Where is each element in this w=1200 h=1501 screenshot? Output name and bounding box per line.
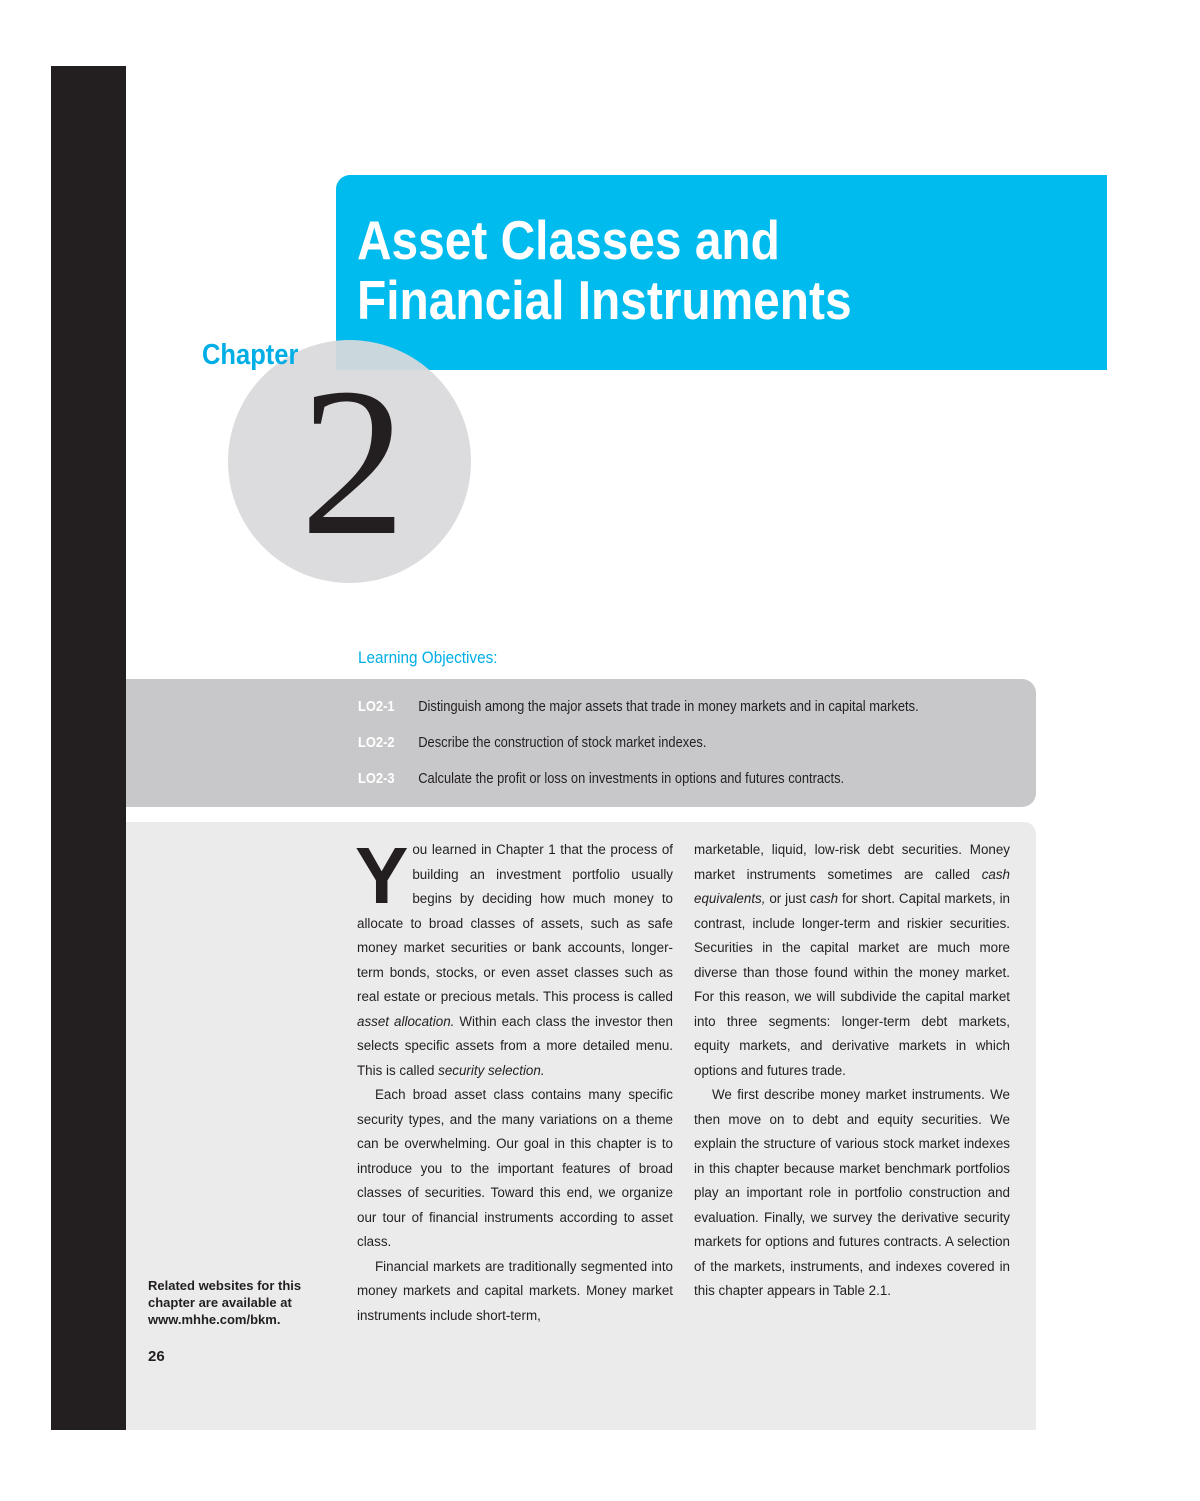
learning-objective-item xyxy=(358,734,706,751)
paragraph-3-continued: marketable, liquid, low-risk debt securities. Money market instruments sometimes are called cash equivalents, or just cash for short. Capital markets, in contrast, include longer-term and riskier securities. Securities in the capital market are much more diverse than those found within the money market. For this reason, we will subdivide the capital market into three segments: longer-term debt markets, equity markets, and derivative markets in which options and futures trade. xyxy=(694,842,1010,1078)
chapter-title-line-2: Financial Instruments xyxy=(357,269,852,331)
learning-objectives-heading: Learning Objectives: xyxy=(358,648,498,667)
chapter-title-line-1: Asset Classes and xyxy=(357,209,780,271)
learning-objective-item xyxy=(358,698,919,715)
paragraph-4: We first describe money market instruments. We then move on to debt and equity securities. We explain the structure of various stock market indexes in this chapter because market benchmark portfolios play an important role in portfolio construction and evaluation. Finally, we survey the derivative security markets for options and futures contracts. A selection of the markets, instruments, and indexes covered in this chapter appears in Table 2.1. xyxy=(694,1087,1010,1298)
objective-text: Calculate the profit or loss on investments in options and futures contracts. xyxy=(418,770,845,787)
chapter-title xyxy=(357,210,852,330)
chapter-side-bar xyxy=(51,66,126,1430)
learning-objective-item xyxy=(358,770,844,787)
paragraph-3-start: Financial markets are traditionally segmented into money markets and capital markets. Money market instruments include short-term, xyxy=(357,1258,673,1323)
body-column-right xyxy=(694,838,1010,1304)
objective-text: Describe the construction of stock market indexes. xyxy=(418,734,707,751)
drop-cap: Y xyxy=(355,831,409,920)
page-number: 26 xyxy=(148,1348,165,1365)
body-column-left xyxy=(355,831,673,1328)
objective-code: LO2-3 xyxy=(358,770,395,787)
paragraph-1: You learned in Chapter 1 that the process of building an investment portfolio usually begins by deciding how much money to allocate to broad classes of assets, such as safe money market securities or bank accounts, longer-term bonds, stocks, or even asset classes such as real estate or precious metals. This process is called asset allocation. Within each class the investor then selects specific assets from a more detailed menu. This is called security selection. xyxy=(355,831,673,1078)
objective-code: LO2-1 xyxy=(358,698,395,715)
chapter-label: Chapter xyxy=(202,339,299,371)
chapter-number: 2 xyxy=(300,344,406,579)
objective-text: Distinguish among the major assets that trade in money markets and in capital markets. xyxy=(418,698,919,715)
objective-code: LO2-2 xyxy=(358,734,395,751)
related-websites-note: Related websites for this chapter are available at www.mhhe.com/bkm. xyxy=(148,1278,302,1327)
paragraph-2: Each broad asset class contains many specific security types, and the many variations on a theme can be overwhelming. Our goal in this chapter is to introduce you to the important features of broad classes of securities. Toward this end, we organize our tour of financial instruments according to asset class. xyxy=(357,1087,673,1249)
